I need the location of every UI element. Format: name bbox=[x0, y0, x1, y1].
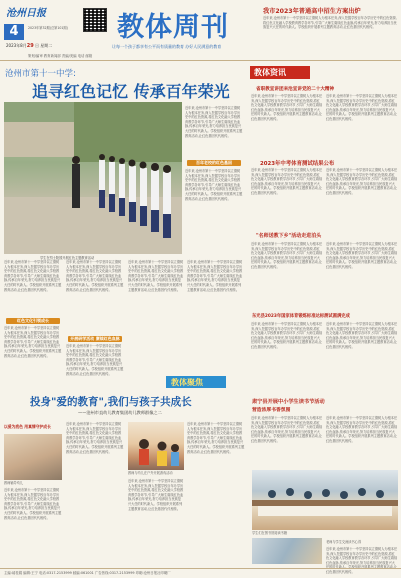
main-article-text-right-2: 近年来,沧州市第十一中学坚持以立德树人为根本任务,深入挖掘学校百年办学历史中的红色资源,将红色文化融入学校教育教学各环节,引导广大师生赓续红色血脉,传承百年荣光,努力培养担当民族复兴大任的时代新人。学校组织开展系列主题教育活动,让红色基因代代相传。 bbox=[185, 169, 243, 201]
date-label: 2023年8月 bbox=[6, 43, 27, 48]
main-article-text-right: 近年来,沧州市第十一中学坚持以立德树人为根本任务,深入挖掘学校百年办学历史中的红色资源,将红色文化融入学校教育教学各环节,引导广大师生赓续红色血脉,传承百年荣光,努力培养担当民族复兴大任的时代新人。学校组织开展系列主题教育活动,让红色基因代代相传。 bbox=[185, 106, 243, 138]
section-banner-label: 教体资讯 bbox=[254, 68, 286, 77]
left-column-text-1: 近年来,沧州市第十一中学坚持以立德树人为根本任务,深入挖掘学校百年办学历史中的红色资源,将红色文化融入学校教育教学各环节,引导广大师生赓续红色血脉,传承百年荣光,努力培养担当民族复兴大任的时代新人。学校组织开展系列主题教育活动,让红色基因代代相传。 bbox=[4, 260, 62, 292]
feature-label bbox=[166, 376, 226, 388]
news-headline-1: 省职教宣讲团来沧宣讲党的二十大精神 bbox=[256, 87, 335, 92]
news-text-3b: 近年来,沧州市第十一中学坚持以立德树人为根本任务,深入挖掘学校百年办学历史中的红色资源,将红色文化融入学校教育教学各环节,引导广大师生赓续红色血脉,传承百年荣光,努力培养担当民族复兴大任的时代新人。学校组织开展系列主题教育活动,让红色基因代代相传。 bbox=[326, 242, 398, 269]
feature-section bbox=[0, 378, 248, 567]
feature-text-col-1: 近年来,沧州市第十一中学坚持以立德树人为根本任务,深入挖掘学校百年办学历史中的红色资源,将红色文化融入学校教育教学各环节,引导广大师生赓续红色血脉,传承百年荣光,努力培养担当民族复兴大任的时代新人。学校组织开展系列主题教育活动,让红色基因代代相传。 bbox=[66, 422, 124, 454]
feature-label-text: 教体聚焦 bbox=[171, 378, 203, 387]
news-column bbox=[248, 62, 401, 382]
feature-headline: 投身"爱的教育",我们与孩子共成长 bbox=[30, 396, 192, 408]
feature-photo-caption: 教师与幼儿在户外开展游戏活动 bbox=[128, 471, 173, 475]
right-bottom-photo bbox=[252, 470, 398, 530]
news-text-2b: 近年来,沧州市第十一中学坚持以立德树人为根本任务,深入挖掘学校百年办学历史中的红色资源,将红色文化融入学校教育教学各环节,引导广大师生赓续红色血脉,传承百年荣光,努力培养担当民族复兴大任的时代新人。学校组织开展系列主题教育活动,让红色基因代代相传。 bbox=[326, 168, 398, 195]
date-day: 29 bbox=[26, 43, 34, 49]
footer-divider bbox=[0, 568, 401, 569]
feature-photo-scene bbox=[128, 422, 184, 470]
weekday: 星期二 bbox=[40, 43, 53, 48]
article-headline: 追寻红色记忆 传承百年荣光 bbox=[32, 82, 230, 101]
editor-line: 策划/编审 教育新闻部 责编/美编 电话 邮箱 bbox=[28, 54, 93, 58]
left-column-text-2: 近年来,沧州市第十一中学坚持以立德树人为根本任务,深入挖掘学校百年办学历史中的红色资源,将红色文化融入学校教育教学各环节,引导广大师生赓续红色血脉,传承百年荣光,努力培养担当民族复兴大任的时代新人。学校组织开展系列主题教育活动,让红色基因代代相传。 bbox=[4, 326, 62, 358]
left-bottom-photo bbox=[4, 434, 62, 480]
news-text-1a: 近年来,沧州市第十一中学坚持以立德树人为根本任务,深入挖掘学校百年办学历史中的红色资源,将红色文化融入学校教育教学各环节,引导广大师生赓续红色血脉,传承百年荣光,努力培养担当民族复兴大任的时代新人。学校组织开展系列主题教育活动,让红色基因代代相传。 bbox=[251, 94, 323, 121]
news-text-1b: 近年来,沧州市第十一中学坚持以立德树人为根本任务,深入挖掘学校百年办学历史中的红色资源,将红色文化融入学校教育教学各环节,引导广大师生赓续红色血脉,传承百年荣光,努力培养担当民族复兴大任的时代新人。学校组织开展系列主题教育活动,让红色基因代代相传。 bbox=[326, 94, 398, 121]
left-bottom-text: 近年来,沧州市第十一中学坚持以立德树人为根本任务,深入挖掘学校百年办学历史中的红色资源,将红色文化融入学校教育教学各环节,引导广大师生赓续红色血脉,传承百年荣光,努力培养担当民族复兴大任的时代新人。学校组织开展系列主题教育活动,让红色基因代代相传。 bbox=[4, 488, 62, 520]
qr-code-icon bbox=[83, 8, 107, 32]
middle-column-text-1: 近年来,沧州市第十一中学坚持以立德树人为根本任务,深入挖掘学校百年办学历史中的红色资源,将红色文化融入学校教育教学各环节,引导广大师生赓续红色血脉,传承百年荣光,努力培养担当民族复兴大任的时代新人。学校组织开展系列主题教育活动,让红色基因代代相传。 bbox=[66, 260, 124, 292]
column-text-3: 近年来,沧州市第十一中学坚持以立德树人为根本任务,深入挖掘学校百年办学历史中的红色资源,将红色文化融入学校教育教学各环节,引导广大师生赓续红色血脉,传承百年荣光,努力培养担当民族复兴大任的时代新人。学校组织开展系列主题教育活动,让红色基因代代相传。 bbox=[128, 260, 184, 292]
subhead-1: 百年老校的红色基因 bbox=[187, 160, 241, 166]
right-bottom-photo-2 bbox=[252, 538, 322, 564]
masthead bbox=[0, 0, 401, 62]
feature-photo bbox=[128, 422, 184, 470]
issue-date: 2023年8月29 日 星期二 bbox=[6, 43, 53, 49]
right-bottom-photo-scene bbox=[252, 470, 398, 530]
issue-info: 2023年第32期(总第101期) bbox=[28, 26, 68, 30]
photo-caption: 学生在烈士陵园开展红色主题教育活动 bbox=[40, 256, 95, 260]
page-title: 教体周刊 bbox=[117, 12, 229, 43]
photo-scene bbox=[4, 102, 182, 254]
top-article-text: 近年来,沧州市第十一中学坚持以立德树人为根本任务,深入挖掘学校百年办学历史中的红色资源,将红色文化融入学校教育教学各环节,引导广大师生赓续红色血脉,传承百年荣光,努力培养担当民族复兴大任的时代新人。学校组织开展系列主题教育活动,让红色基因代代相传。 bbox=[263, 16, 397, 30]
news-text-3a: 近年来,沧州市第十一中学坚持以立德树人为根本任务,深入挖掘学校百年办学历史中的红色资源,将红色文化融入学校教育教学各环节,引导广大师生赓续红色血脉,传承百年荣光,努力培养担当民族复兴大任的时代新人。学校组织开展系列主题教育活动,让红色基因代代相传。 bbox=[251, 242, 323, 269]
news-text-2a: 近年来,沧州市第十一中学坚持以立德树人为根本任务,深入挖掘学校百年办学历史中的红色资源,将红色文化融入学校教育教学各环节,引导广大师生赓续红色血脉,传承百年荣光,努力培养担当民族复兴大任的时代新人。学校组织开展系列主题教育活动,让红色基因代代相传。 bbox=[251, 168, 323, 195]
news-headline-3: "名师送教下乡"活动走进泊头 bbox=[256, 233, 322, 239]
newspaper-logo: 沧州日报 bbox=[6, 8, 46, 19]
right-bottom-subhead: 营造浓厚书香氛围 bbox=[252, 408, 291, 413]
left-bottom-caption: 教师辅导幼儿 bbox=[4, 481, 24, 485]
top-headline: 我市2023年普通高中招生方案出炉 bbox=[263, 8, 361, 15]
feature-subtitle: ——沧州市直幼儿教育集团幼儿教师群像之二 bbox=[78, 410, 162, 415]
right-bottom-caption-2: 老师与学生交流读书心得 bbox=[326, 540, 362, 544]
main-photo bbox=[4, 102, 182, 254]
right-bottom-headline: 肃宁县开展中小学生读书节活动 bbox=[252, 399, 325, 405]
middle-column-text-2: 近年来,沧州市第十一中学坚持以立德树人为根本任务,深入挖掘学校百年办学历史中的红色资源,将红色文化融入学校教育教学各环节,引导广大师生赓续红色血脉,传承百年荣光,努力培养担当民族复兴大任的时代新人。学校组织开展系列主题教育活动,让红色基因代代相传。 bbox=[66, 344, 124, 376]
news-text-6a: 近年来,沧州市第十一中学坚持以立德树人为根本任务,深入挖掘学校百年办学历史中的红色资源,将红色文化融入学校教育教学各环节,引导广大师生赓续红色血脉,传承百年荣光,努力培养担当民族复兴大任的时代新人。学校组织开展系列主题教育活动,让红色基因代代相传。 bbox=[251, 322, 323, 349]
right-bottom-text-2: 近年来,沧州市第十一中学坚持以立德树人为根本任务,深入挖掘学校百年办学历史中的红色资源,将红色文化融入学校教育教学各环节,引导广大师生赓续红色血脉,传承百年荣光,努力培养担当民族复兴大任的时代新人。学校组织开展系列主题教育活动,让红色基因代代相传。 bbox=[326, 416, 398, 443]
feature-text-col-3: 近年来,沧州市第十一中学坚持以立德树人为根本任务,深入挖掘学校百年办学历史中的红色资源,将红色文化融入学校教育教学各环节,引导广大师生赓续红色血脉,传承百年荣光,努力培养担当民族复兴大任的时代新人。学校组织开展系列主题教育活动,让红色基因代代相传。 bbox=[187, 422, 245, 454]
slogan: 让每一个孩子都享有公平而有质量的教育 办好人民满意的教育 bbox=[112, 44, 222, 49]
article-kicker: 沧州市第十一中学: bbox=[5, 69, 76, 79]
news-text-6b: 近年来,沧州市第十一中学坚持以立德树人为根本任务,深入挖掘学校百年办学历史中的红色资源,将红色文化融入学校教育教学各环节,引导广大师生赓续红色血脉,传承百年荣光,努力培养担当民族复兴大任的时代新人。学校组织开展系列主题教育活动,让红色基因代代相传。 bbox=[326, 322, 398, 349]
right-bottom-section bbox=[248, 396, 401, 574]
left-bottom-headline: 以爱为底色 用真情守护成长 bbox=[4, 424, 51, 429]
right-bottom-photo-caption: 学生们在图书馆阅读书籍 bbox=[252, 531, 288, 535]
subhead-2: 红色文化引领成长 bbox=[6, 318, 60, 324]
news-headline-6: 东光县2023年国家体育锻炼标准达标测试圆满完成 bbox=[252, 314, 350, 319]
masthead-divider bbox=[0, 60, 401, 61]
column-text-4: 近年来,沧州市第十一中学坚持以立德树人为根本任务,深入挖掘学校百年办学历史中的红色资源,将红色文化融入学校教育教学各环节,引导广大师生赓续红色血脉,传承百年荣光,努力培养担当民族复兴大任的时代新人。学校组织开展系列主题教育活动,让红色基因代代相传。 bbox=[187, 260, 243, 292]
section-banner bbox=[250, 66, 310, 79]
feature-text-col-2: 近年来,沧州市第十一中学坚持以立德树人为根本任务,深入挖掘学校百年办学历史中的红色资源,将红色文化融入学校教育教学各环节,引导广大师生赓续红色血脉,传承百年荣光,努力培养担当民族复兴大任的时代新人。学校组织开展系列主题教育活动,让红色基因代代相传。 bbox=[128, 479, 184, 511]
right-bottom-text-3: 近年来,沧州市第十一中学坚持以立德树人为根本任务,深入挖掘学校百年办学历史中的红色资源,将红色文化融入学校教育教学各环节,引导广大师生赓续红色血脉,传承百年荣光,努力培养担当民族复兴大 红色基因代代相传。 bbox=[326, 547, 398, 574]
left-lower-section bbox=[0, 258, 246, 388]
page-number: 4 bbox=[4, 24, 24, 40]
subhead-3: 开展研学活动 赓续红色血脉 bbox=[68, 336, 122, 342]
right-bottom-text-1: 近年来,沧州市第十一中学坚持以立德树人为根本任务,深入挖掘学校百年办学历史中的红色资源,将红色文化融入学校教育教学各环节,引导广大师生赓续红色血脉,传承百年荣光,努力培养担当民族复兴大任的时代新人。学校组织开展系列主题教育活动,让红色基因代代相传。 bbox=[251, 416, 323, 443]
footer: 主编:郝桂娟 编辑:王宁 电话:0317-2153999 邮编:061001 广告热线:0317-2153999 印刷:沧州日报社印刷厂 bbox=[4, 571, 171, 575]
news-headline-2: 2023年中考体育测试结果公布 bbox=[260, 161, 335, 167]
